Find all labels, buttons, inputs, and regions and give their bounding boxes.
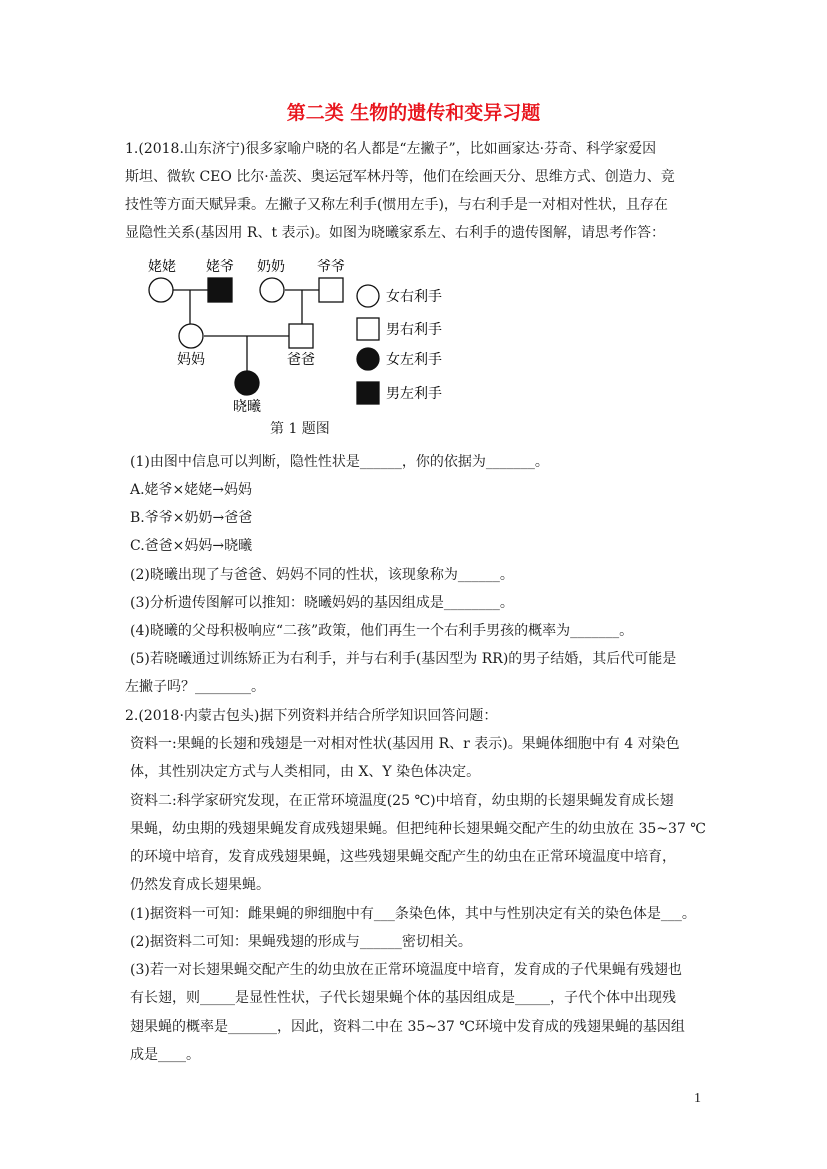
q1-subquestion: (5)若晓曦通过训练矫正为右利手，并与右利手(基因型为 RR)的男子结婚，其后代可能是	[130, 651, 677, 667]
xiaoxi-symbol	[235, 371, 259, 395]
q1-option: C.爸爸×妈妈→晓曦	[130, 538, 253, 554]
label-nainai: 奶奶	[257, 259, 285, 275]
q2-text-line: 仍然发育成长翅果蝇。	[130, 877, 270, 893]
yeye-symbol	[319, 278, 343, 302]
q1-subquestion: (3)分析遗传图解可以推知：晓曦妈妈的基因组成是________。	[130, 595, 514, 611]
q2-subquestion: 翅果蝇的概率是_______，因此，资料二中在 35~37 ℃环境中发育成的残翅果蝇的基因组	[130, 1019, 685, 1035]
legend-female-right-label: 女右利手	[386, 289, 442, 305]
q1-subquestion: 左撇子吗？________。	[125, 679, 265, 695]
label-laoye: 姥爷	[206, 259, 234, 275]
q2-subquestion: (3)若一对长翅果蝇交配产生的幼虫放在正常环境温度中培育，发育成的子代果蝇有残翅也	[130, 962, 682, 978]
q2-text-line: 果蝇，幼虫期的残翅果蝇发育成残翅果蝇。但把纯种长翅果蝇交配产生的幼虫放在 35~37 ℃	[130, 821, 706, 837]
pedigree-diagram	[120, 248, 460, 418]
q2-text-line: 体，其性别决定方式与人类相同，由 X、Y 染色体决定。	[130, 764, 481, 780]
legend-male-right-label: 男右利手	[386, 322, 442, 338]
q1-subquestion: (2)晓曦出现了与爸爸、妈妈不同的性状，该现象称为______。	[130, 567, 514, 583]
q1-subquestion: (1)由图中信息可以判断，隐性性状是______，你的依据为_______。	[130, 454, 549, 470]
label-baba: 爸爸	[287, 352, 315, 368]
legend-female-left-symbol	[357, 348, 379, 370]
legend-male-left-symbol	[357, 382, 379, 404]
q1-text-line: 技性等方面天赋异秉。左撇子又称左利手(惯用左手)，与右利手是一对相对性状，且存在	[125, 197, 668, 213]
legend-male-right-symbol	[357, 318, 379, 340]
legend-female-right-symbol	[357, 285, 379, 307]
q1-option: A.姥爷×姥姥→妈妈	[130, 482, 253, 498]
legend-female-left-label: 女左利手	[386, 352, 442, 368]
q2-subquestion: (2)据资料二可知：果蝇残翅的形成与______密切相关。	[130, 934, 472, 950]
q2-text-line: 2.(2018·内蒙古包头)据下列资料并结合所学知识回答问题：	[125, 708, 498, 724]
q2-text-line: 资料二:科学家研究发现，在正常环境温度(25 ℃)中培育，幼虫期的长翅果蝇发育成长翅	[130, 793, 674, 809]
mama-symbol	[179, 324, 203, 348]
q1-text-line: 斯坦、微软 CEO 比尔·盖茨、奥运冠军林丹等，他们在绘画天分、思维方式、创造力、竞	[125, 169, 675, 185]
page-title: 第二类 生物的遗传和变异习题	[286, 102, 541, 124]
q1-text-line: 显隐性关系(基因用 R、t 表示)。如图为晓曦家系左、右利手的遗传图解，请思考作答：	[125, 225, 665, 241]
label-yeye: 爷爷	[317, 259, 345, 275]
q2-subquestion: (1)据资料一可知：雌果蝇的卵细胞中有___条染色体，其中与性别决定有关的染色体是___。	[130, 906, 696, 922]
q2-text-line: 资料一:果蝇的长翅和残翅是一对相对性状(基因用 R、r 表示)。果蝇体细胞中有 4 对染色	[130, 736, 680, 752]
laolao-symbol	[149, 278, 173, 302]
page-number: 1	[694, 1091, 701, 1106]
label-laolao: 姥姥	[148, 259, 176, 275]
label-mama: 妈妈	[177, 352, 205, 368]
q2-text-line: 的环境中培育，发育成残翅果蝇，这些残翅果蝇交配产生的幼虫在正常环境温度中培育，	[130, 849, 676, 865]
legend-male-left-label: 男左利手	[386, 386, 442, 402]
figure-caption: 第 1 题图	[270, 421, 330, 437]
baba-symbol	[289, 324, 313, 348]
q1-subquestion: (4)晓曦的父母积极响应“二孩”政策，他们再生一个右利手男孩的概率为_______。	[130, 623, 634, 639]
q1-option: B.爷爷×奶奶→爸爸	[130, 510, 253, 526]
q1-text-line: 1.(2018.山东济宁)很多家喻户晓的名人都是“左撇子”，比如画家达·芬奇、科学家爱因	[125, 141, 657, 157]
nainai-symbol	[260, 278, 284, 302]
q2-subquestion: 有长翅，则_____是显性性状，子代长翅果蝇个体的基因组成是_____，子代个体中出现残	[130, 990, 676, 1006]
label-xiaoxi: 晓曦	[233, 399, 261, 415]
q2-subquestion: 成是____。	[130, 1047, 200, 1063]
laoye-symbol	[208, 278, 232, 302]
